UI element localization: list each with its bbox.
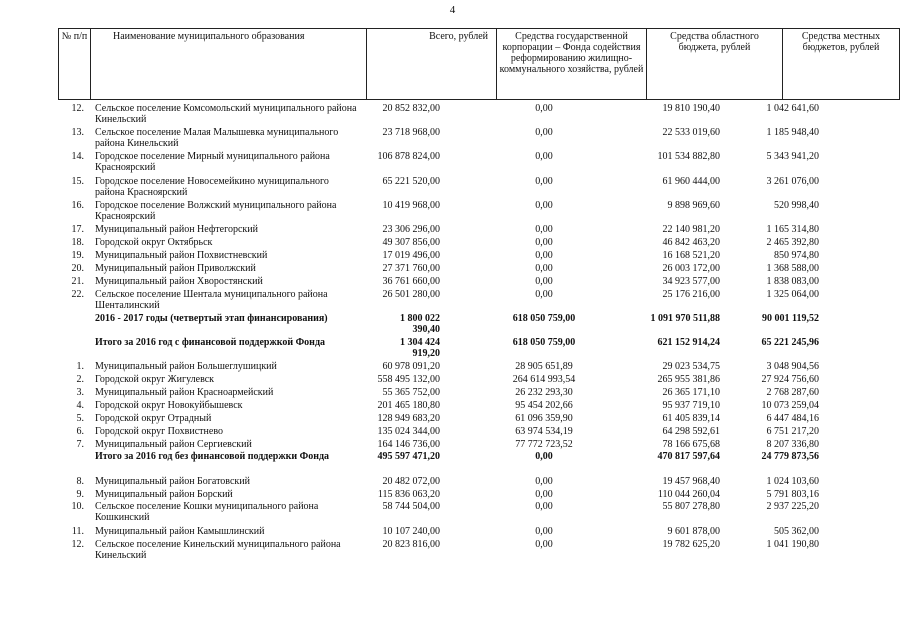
row-local: 5 791 803,16 xyxy=(766,488,819,500)
row-name: Городской округ Жигулевск xyxy=(95,374,215,385)
row-total: 128 949 683,20 xyxy=(377,412,440,424)
row-regional: 19 782 625,20 xyxy=(662,538,720,550)
row-local: 10 073 259,04 xyxy=(761,399,819,411)
row-name: Городское поселение Новосемейкино муниципального района Красноярский xyxy=(95,175,329,198)
row-name: Городской округ Похвистнево xyxy=(95,425,223,437)
row-total: 20 482 072,00 xyxy=(382,475,440,487)
row-regional: 55 807 278,80 xyxy=(662,501,720,513)
row-fund: 0,00 xyxy=(535,127,553,139)
row-name: Муниципальный район Борский xyxy=(95,488,233,500)
row-local: 24 779 873,56 xyxy=(761,451,819,463)
row-name: Муниципальный район Хворостянский xyxy=(95,275,263,287)
row-local: 1 325 064,00 xyxy=(766,288,819,300)
row-total: 23 718 968,00 xyxy=(382,127,440,139)
row-number: 3. xyxy=(76,386,84,398)
row-regional: 64 298 592,61 xyxy=(662,425,720,437)
row-name: Муниципальный район Нефтегорский xyxy=(95,224,258,235)
row-total: 115 836 063,20 xyxy=(377,488,440,500)
row-local: 1 368 588,00 xyxy=(766,262,819,274)
row-total: 65 221 520,00 xyxy=(382,175,440,187)
page-number: 4 xyxy=(449,4,456,16)
row-number: 8. xyxy=(76,475,84,487)
row-number: 22. xyxy=(71,288,84,300)
row-local: 3 261 076,00 xyxy=(766,175,819,187)
row-number: 15. xyxy=(71,175,84,187)
row-regional: 621 152 914,24 xyxy=(657,336,720,348)
row-name: Городской округ Октябрьск xyxy=(95,236,213,248)
row-regional: 19 810 190,40 xyxy=(662,103,720,114)
row-fund: 0,00 xyxy=(535,151,553,163)
row-fund: 0,00 xyxy=(535,249,553,261)
row-total: 1 800 022 390,40 xyxy=(400,312,440,335)
row-total: 55 365 752,00 xyxy=(382,386,440,398)
row-local: 1 185 948,40 xyxy=(766,127,819,139)
row-local: 8 207 336,80 xyxy=(766,438,819,450)
row-local: 6 751 217,20 xyxy=(766,425,819,437)
row-number: 14. xyxy=(71,151,84,163)
row-regional: 29 023 534,75 xyxy=(662,361,720,373)
row-name: Сельское поселение Кошки муниципального района Кошкинский xyxy=(95,501,319,524)
row-fund: 0,00 xyxy=(535,288,553,300)
row-fund: 26 232 293,30 xyxy=(515,386,573,398)
row-regional: 26 365 171,10 xyxy=(662,386,720,398)
row-fund: 0,00 xyxy=(535,199,553,211)
row-total: 49 307 856,00 xyxy=(382,236,440,248)
row-name: Муниципальный район Богатовский xyxy=(95,475,250,487)
row-fund: 0,00 xyxy=(535,224,553,235)
row-name: 2016 - 2017 годы (четвертый этап финансирования) xyxy=(95,312,328,324)
row-local: 505 362,00 xyxy=(774,525,819,537)
row-name: Итого за 2016 год без финансовой поддержки Фонда xyxy=(95,451,330,463)
row-number: 20. xyxy=(71,262,84,274)
row-regional: 22 140 981,20 xyxy=(662,224,720,235)
row-fund: 0,00 xyxy=(535,175,553,187)
row-regional: 61 405 839,14 xyxy=(662,412,720,424)
row-total: 58 744 504,00 xyxy=(382,501,440,513)
row-fund: 28 905 651,89 xyxy=(515,361,573,373)
row-local: 90 001 119,52 xyxy=(762,312,819,324)
row-number: 17. xyxy=(71,224,84,235)
row-name: Городское поселение Мирный муниципального района Красноярский xyxy=(95,151,330,174)
row-total: 26 501 280,00 xyxy=(382,288,440,300)
row-fund: 0,00 xyxy=(535,262,553,274)
header-fund: Средства государственной корпорации – Фонда содействия реформированию жилищно-коммунального хозяйства, рублей xyxy=(496,28,646,100)
row-local: 1 838 083,00 xyxy=(766,275,819,287)
row-number: 7. xyxy=(76,438,84,450)
row-total: 20 823 816,00 xyxy=(382,538,440,550)
row-number: 1. xyxy=(76,361,84,373)
row-fund: 264 614 993,54 xyxy=(512,374,576,385)
row-name: Сельское поселение Малая Малышевка муниципального района Кинельский xyxy=(95,127,339,150)
row-regional: 19 457 968,40 xyxy=(662,475,720,487)
row-name: Муниципальный район Красноармейский xyxy=(95,386,274,398)
row-name: Муниципальный район Похвистневский xyxy=(95,249,268,261)
row-local: 1 041 190,80 xyxy=(766,538,819,550)
row-total: 164 146 736,00 xyxy=(377,438,440,450)
row-number: 4. xyxy=(76,399,84,411)
row-fund: 0,00 xyxy=(535,275,553,287)
row-number: 6. xyxy=(76,425,84,437)
row-name: Городское поселение Волжский муниципального района Красноярский xyxy=(95,199,337,222)
row-local: 2 768 287,60 xyxy=(766,386,819,398)
row-regional: 16 168 521,20 xyxy=(662,249,720,261)
row-fund: 0,00 xyxy=(535,525,553,537)
row-number: 12. xyxy=(71,538,84,550)
row-total: 558 495 132,00 xyxy=(377,374,440,385)
header-regional: Средства областного бюджета, рублей xyxy=(646,28,782,100)
row-local: 1 024 103,60 xyxy=(766,475,819,487)
header-num: № п/п xyxy=(58,28,90,100)
table-header xyxy=(58,28,900,102)
row-total: 27 371 760,00 xyxy=(382,262,440,274)
row-regional: 46 842 463,20 xyxy=(662,236,720,248)
row-local: 2 937 225,20 xyxy=(766,501,819,513)
row-number: 19. xyxy=(71,249,84,261)
row-total: 201 465 180,80 xyxy=(377,399,440,411)
row-number: 9. xyxy=(76,488,84,500)
row-local: 5 343 941,20 xyxy=(766,151,819,163)
header-local: Средства местных бюджетов, рублей xyxy=(782,28,900,100)
row-local: 65 221 245,96 xyxy=(761,336,819,348)
row-fund: 61 096 359,90 xyxy=(515,412,573,424)
row-total: 60 978 091,20 xyxy=(382,361,440,373)
row-number: 2. xyxy=(76,374,84,385)
row-number: 12. xyxy=(71,103,84,114)
row-regional: 78 166 675,68 xyxy=(662,438,720,450)
row-fund: 0,00 xyxy=(535,451,553,463)
row-name: Муниципальный район Камышлинский xyxy=(95,525,265,537)
row-fund: 0,00 xyxy=(535,501,553,513)
row-number: 5. xyxy=(76,412,84,424)
row-local: 850 974,80 xyxy=(774,249,819,261)
row-local: 3 048 904,56 xyxy=(766,361,819,373)
row-total: 10 419 968,00 xyxy=(382,199,440,211)
row-regional: 9 898 969,60 xyxy=(667,199,720,211)
row-total: 1 304 424 919,20 xyxy=(400,336,440,359)
row-total: 135 024 344,00 xyxy=(377,425,440,437)
row-number: 13. xyxy=(71,127,84,139)
row-total: 36 761 660,00 xyxy=(382,275,440,287)
row-number: 21. xyxy=(71,275,84,287)
row-regional: 9 601 878,00 xyxy=(667,525,720,537)
row-total: 495 597 471,20 xyxy=(377,451,440,463)
row-total: 23 306 296,00 xyxy=(382,224,440,235)
row-regional: 25 176 216,00 xyxy=(662,288,720,300)
row-name: Итого за 2016 год с финансовой поддержкой Фонда xyxy=(95,336,325,348)
row-fund: 95 454 202,66 xyxy=(515,399,573,411)
row-regional: 101 534 882,80 xyxy=(657,151,720,163)
row-number: 11. xyxy=(71,525,84,537)
row-local: 1 165 314,80 xyxy=(766,224,819,235)
row-number: 16. xyxy=(71,199,84,211)
row-name: Сельское поселение Шентала муниципального района Шенталинский xyxy=(95,288,328,311)
row-total: 20 852 832,00 xyxy=(382,103,440,114)
row-fund: 63 974 534,19 xyxy=(515,425,573,437)
row-regional: 34 923 577,00 xyxy=(662,275,720,287)
row-local: 2 465 392,80 xyxy=(766,236,819,248)
row-fund: 0,00 xyxy=(535,488,553,500)
row-regional: 22 533 019,60 xyxy=(662,127,720,139)
row-regional: 95 937 719,10 xyxy=(662,399,720,411)
row-name: Городской округ Отрадный xyxy=(95,412,212,424)
row-regional: 1 091 970 511,88 xyxy=(650,312,720,324)
row-name: Муниципальный район Сергиевский xyxy=(95,438,252,450)
row-local: 6 447 484,16 xyxy=(766,412,819,424)
row-regional: 470 817 597,64 xyxy=(657,451,720,463)
row-name: Сельское поселение Комсомольский муниципального района Кинельский xyxy=(95,103,357,125)
row-name: Городской округ Новокуйбышевск xyxy=(95,399,243,411)
row-fund: 77 772 723,52 xyxy=(515,438,573,450)
row-regional: 26 003 172,00 xyxy=(662,262,720,274)
row-regional: 110 044 260,04 xyxy=(657,488,720,500)
row-total: 10 107 240,00 xyxy=(382,525,440,537)
row-fund: 0,00 xyxy=(535,236,553,248)
row-fund: 0,00 xyxy=(535,538,553,550)
row-name: Сельское поселение Кинельский муниципального района Кинельский xyxy=(95,538,341,561)
row-total: 17 019 496,00 xyxy=(382,249,440,261)
row-local: 27 924 756,60 xyxy=(761,374,819,385)
row-total: 106 878 824,00 xyxy=(377,151,440,163)
row-regional: 61 960 444,00 xyxy=(662,175,720,187)
row-fund: 618 050 759,00 xyxy=(512,312,576,324)
header-total: Всего, рублей xyxy=(366,28,496,100)
row-name: Муниципальный район Приволжский xyxy=(95,262,256,274)
row-local: 1 042 641,60 xyxy=(766,103,819,114)
row-fund: 618 050 759,00 xyxy=(512,336,576,348)
row-fund: 0,00 xyxy=(535,103,553,114)
row-fund: 0,00 xyxy=(535,475,553,487)
row-regional: 265 955 381,86 xyxy=(657,374,720,385)
row-number: 18. xyxy=(71,236,84,248)
row-local: 520 998,40 xyxy=(774,199,819,211)
header-name: Наименование муниципального образования xyxy=(90,28,366,100)
row-name: Муниципальный район Большеглушицкий xyxy=(95,361,277,373)
row-number: 10. xyxy=(71,501,84,513)
